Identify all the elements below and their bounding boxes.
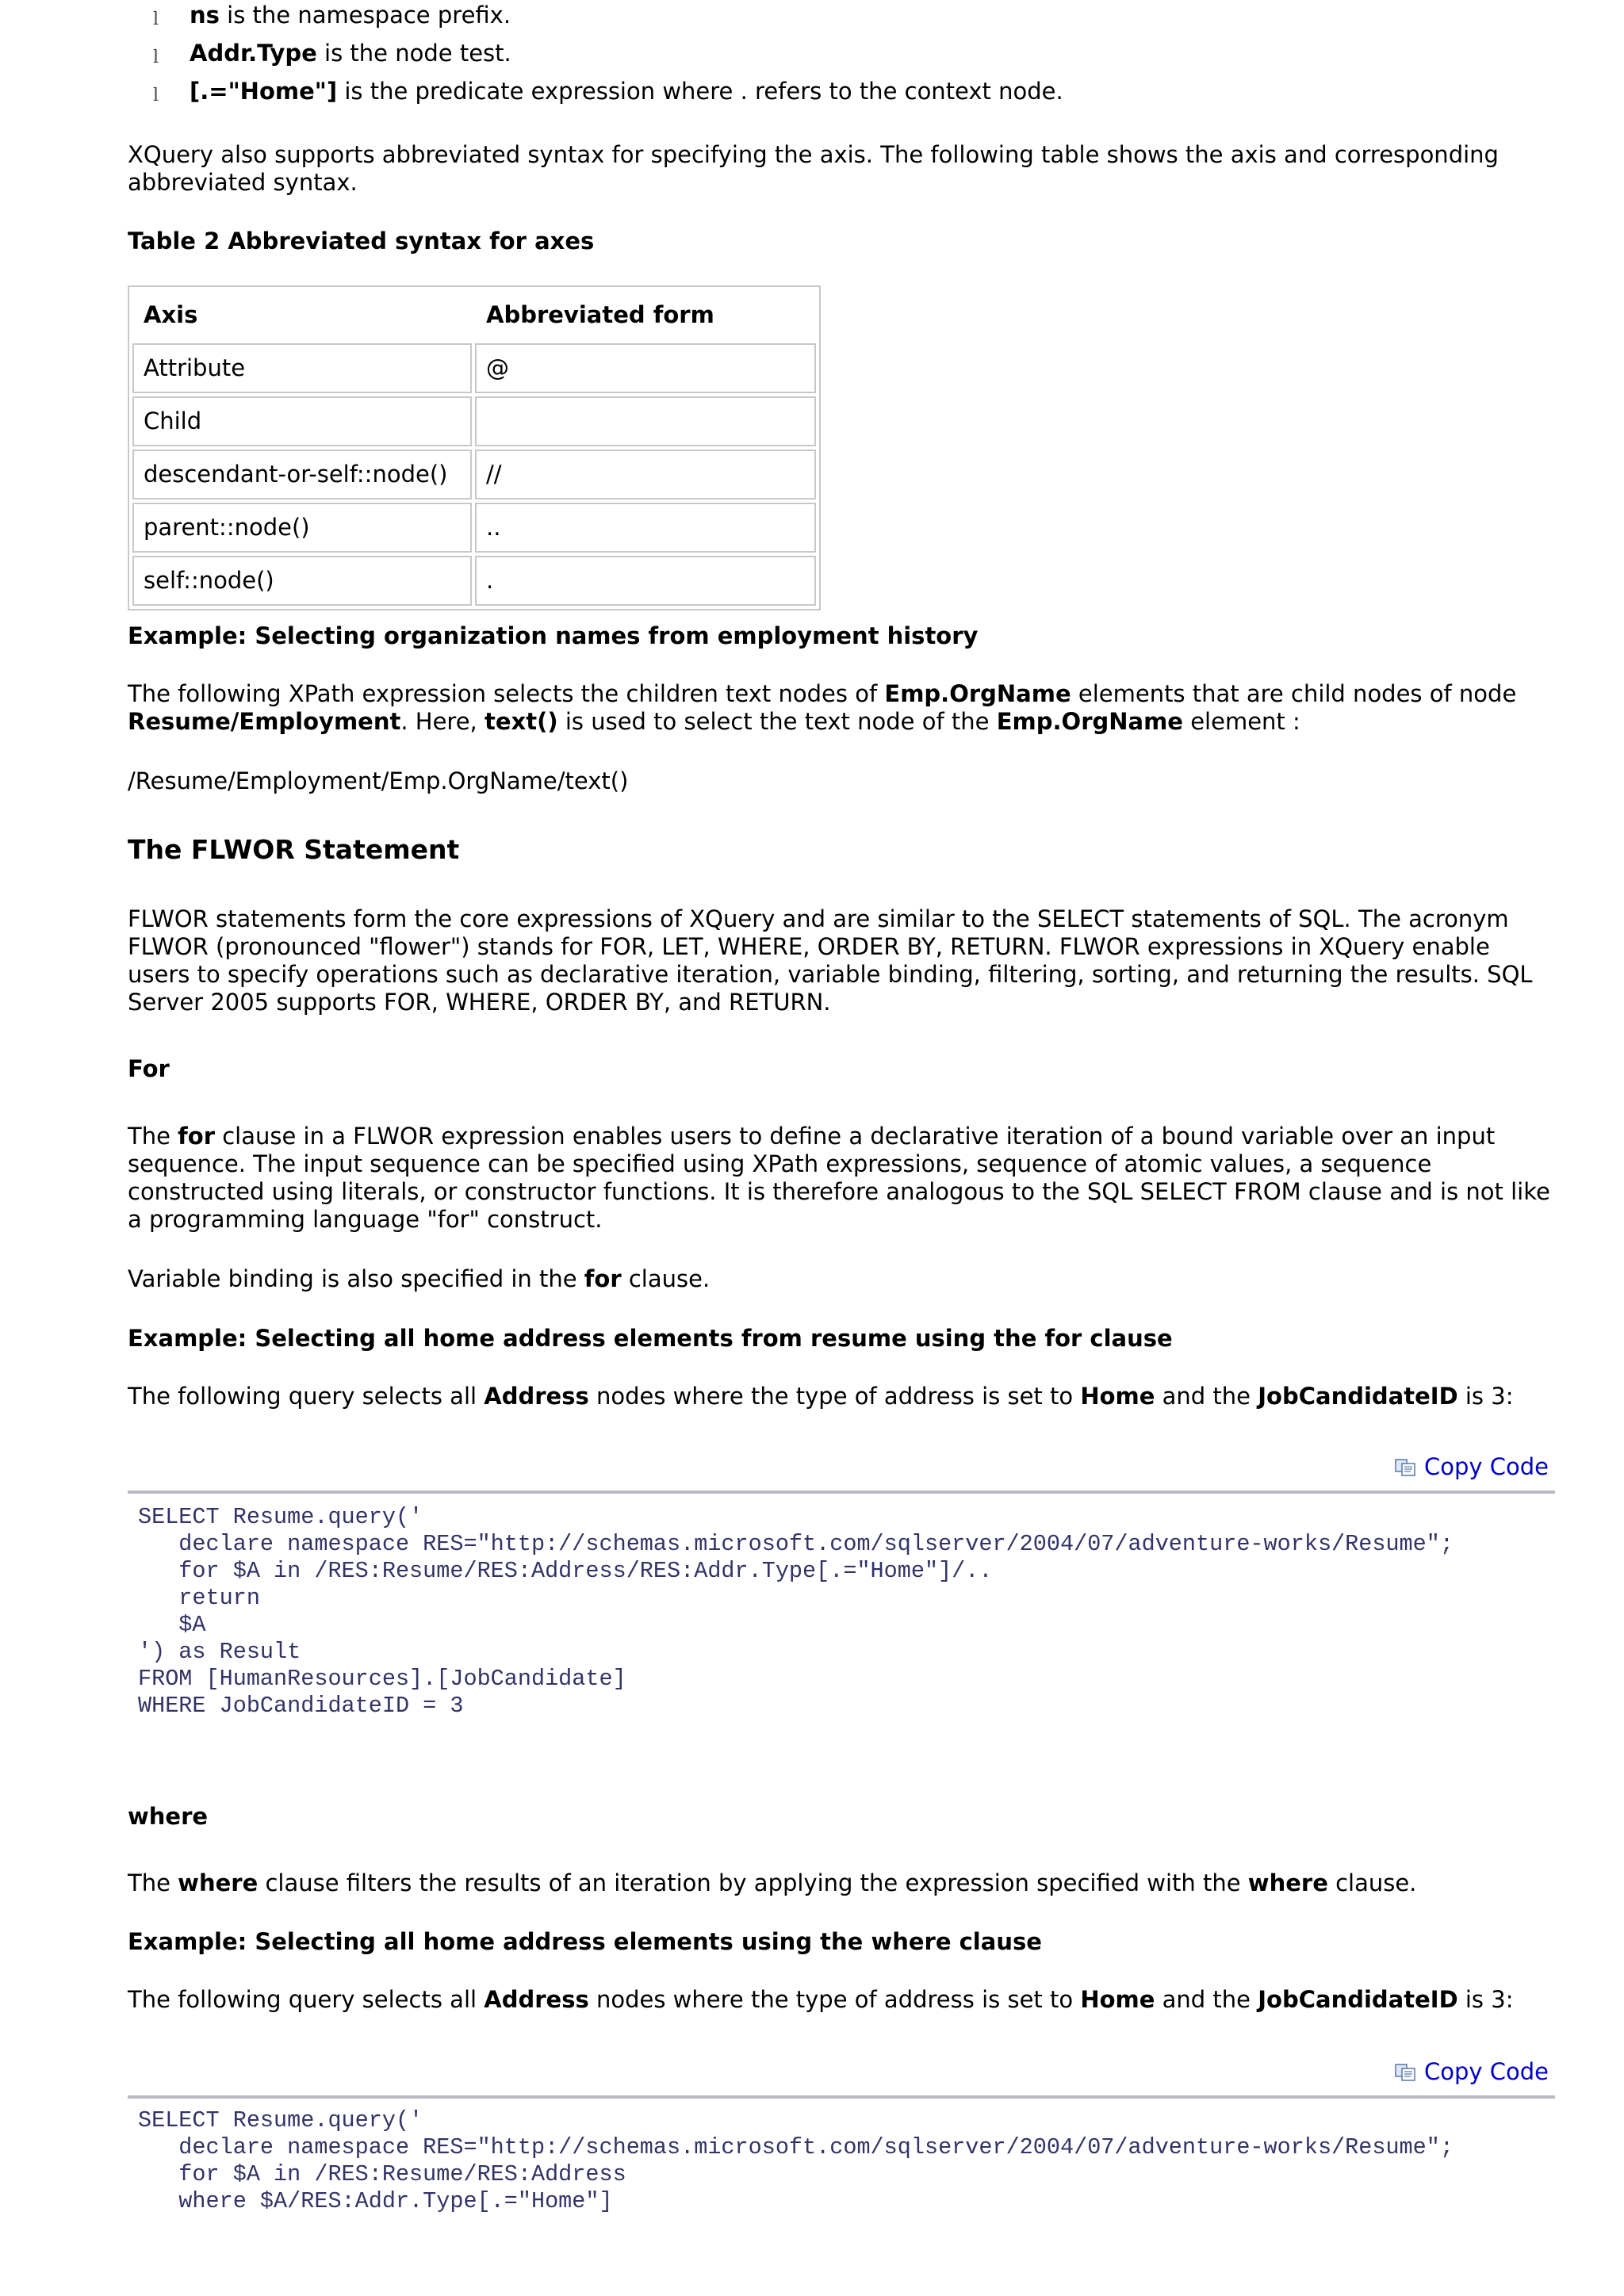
bullet-desc: is the predicate expression where . refers to the context node. xyxy=(337,78,1063,105)
code-block: SELECT Resume.query(' declare namespace RES="http://schemas.microsoft.com/sqlserver/2004/07/adventure-works/Resume"; for $A in /RES:Resume/RES:Address where $A/RES:Addr.Type[.="Home"] xyxy=(138,2107,1454,2214)
text-run: and the xyxy=(1155,1986,1258,2013)
table-cell: . xyxy=(475,556,816,606)
section-title-flwor: The FLWOR Statement xyxy=(128,834,460,865)
text-run: clause. xyxy=(1327,1869,1417,1896)
table-cell: // xyxy=(475,450,816,499)
text-run-bold: JobCandidateID xyxy=(1258,1986,1458,2013)
code-divider xyxy=(128,1490,1555,1494)
text-run-bold: text() xyxy=(485,708,558,735)
example-heading: Example: Selecting organization names from employment history xyxy=(128,622,979,649)
bullet-term: ns xyxy=(190,2,220,29)
xpath-expression: /Resume/Employment/Emp.OrgName/text() xyxy=(128,767,629,794)
text-run-bold: where xyxy=(178,1869,259,1896)
text-run: The xyxy=(128,1123,178,1150)
text-run: is 3: xyxy=(1457,1986,1514,2013)
table-row xyxy=(132,503,816,553)
text-run-bold: for xyxy=(584,1265,622,1292)
text-run: clause. xyxy=(621,1265,710,1292)
table-cell: descendant-or-self::node() xyxy=(132,450,472,499)
table-cell: .. xyxy=(475,503,816,553)
text-run: nodes where the type of address is set to xyxy=(588,1986,1081,2013)
example-paragraph xyxy=(128,680,1555,736)
bullet-term: Addr.Type xyxy=(190,40,317,67)
bullet-term: [.="Home"] xyxy=(190,78,338,105)
text-run: nodes where the type of address is set to xyxy=(588,1383,1081,1410)
section-title-where: where xyxy=(128,1803,209,1830)
text-run-bold: Address xyxy=(484,1986,589,2013)
table-caption: Table 2 Abbreviated syntax for axes xyxy=(128,228,595,254)
table-row xyxy=(132,556,816,606)
table-cell: Attribute xyxy=(132,343,472,393)
copy-icon xyxy=(1394,2062,1418,2083)
flwor-paragraph: FLWOR statements form the core expressions of XQuery and are similar to the SELECT statements of SQL. The acronym FLWOR (pronounced "flower") stands for FOR, LET, WHERE, ORDER BY, RETURN. FLWOR expressions in XQuery enable users to specify operations such as declarative iteration, variable binding, filtering, sorting, and returning the results. SQL Server 2005 supports FOR, WHERE, ORDER BY, and RETURN. xyxy=(128,905,1533,1016)
text-run: element : xyxy=(1182,708,1300,735)
example-heading: Example: Selecting all home address elements from resume using the for clause xyxy=(128,1325,1173,1352)
code-toolbar xyxy=(128,2058,1555,2090)
text-run: The following XPath expression selects the children text nodes of xyxy=(128,680,885,707)
text-run-bold: Resume/Employment xyxy=(128,708,401,735)
query-description xyxy=(128,1986,1555,2014)
table-row xyxy=(132,343,816,393)
column-header: Axis xyxy=(132,290,472,340)
text-run: clause filters the results of an iteration by applying the expression specified with the xyxy=(258,1869,1248,1896)
table-cell: Child xyxy=(132,396,472,446)
table-cell: @ xyxy=(475,343,816,393)
query-description xyxy=(128,1383,1555,1410)
code-divider xyxy=(128,2095,1555,2099)
table-header-row xyxy=(132,290,816,340)
table-cell xyxy=(475,396,816,446)
text-run: elements that are child nodes of node xyxy=(1071,680,1517,707)
copy-code-button[interactable] xyxy=(1394,2058,1549,2086)
text-run-bold: for xyxy=(178,1123,215,1150)
text-run: and the xyxy=(1155,1383,1258,1410)
axes-table xyxy=(128,285,821,610)
text-run: is used to select the text node of the xyxy=(557,708,997,735)
text-run-bold: where xyxy=(1247,1869,1328,1896)
variable-binding-paragraph xyxy=(128,1265,1555,1293)
table-row xyxy=(132,396,816,446)
code-toolbar xyxy=(128,1453,1555,1485)
table-row xyxy=(132,450,816,499)
text-run-bold: Home xyxy=(1080,1383,1155,1410)
text-run: clause in a FLWOR expression enables users to define a declarative iteration of a bound variable over an input sequence. The input sequence can be specified using XPath expressions, sequence of atomic values, a sequence constructed using literals, or constructor functions. It is therefore analogous to the SQL SELECT FROM clause and is not like a programming language "for" construct. xyxy=(128,1123,1550,1233)
bullet-marker: l xyxy=(153,48,159,67)
section-title-for: For xyxy=(128,1055,170,1082)
copy-code-button[interactable] xyxy=(1394,1453,1549,1481)
example-heading: Example: Selecting all home address elements using the where clause xyxy=(128,1928,1042,1955)
copy-code-label: Copy Code xyxy=(1423,1453,1549,1480)
bullet-desc: is the namespace prefix. xyxy=(219,2,511,29)
text-run: The following query selects all xyxy=(128,1986,485,2013)
code-block: SELECT Resume.query(' declare namespace RES="http://schemas.microsoft.com/sqlserver/2004/07/adventure-works/Resume"; for $A in /RES:Resume/RES:Address/RES:Addr.Type[.="Home"]/.. return $A ') as Result FROM [HumanResources].[JobCandidate] WHERE JobCandidateID = 3 xyxy=(138,1504,1454,1719)
bullet-marker: l xyxy=(153,10,159,29)
text-run-bold: Home xyxy=(1080,1986,1155,2013)
text-run: The following query selects all xyxy=(128,1383,485,1410)
copy-icon xyxy=(1394,1457,1418,1478)
text-run: Variable binding is also specified in the xyxy=(128,1265,584,1292)
intro-paragraph: XQuery also supports abbreviated syntax for specifying the axis. The following table shows the axis and corresponding abbreviated syntax. xyxy=(128,141,1499,196)
where-paragraph xyxy=(128,1869,1555,1897)
bullet-marker: l xyxy=(153,86,159,105)
text-run-bold: Address xyxy=(484,1383,589,1410)
column-header: Abbreviated form xyxy=(475,290,816,340)
bullet-desc: is the node test. xyxy=(316,40,511,67)
table-cell: parent::node() xyxy=(132,503,472,553)
text-run: is 3: xyxy=(1457,1383,1514,1410)
text-run: The xyxy=(128,1869,178,1896)
copy-code-label: Copy Code xyxy=(1423,2058,1549,2085)
text-run-bold: JobCandidateID xyxy=(1258,1383,1458,1410)
for-paragraph xyxy=(128,1123,1555,1234)
text-run-bold: Emp.OrgName xyxy=(884,680,1071,707)
text-run: . Here, xyxy=(400,708,485,735)
text-run-bold: Emp.OrgName xyxy=(996,708,1183,735)
table-cell: self::node() xyxy=(132,556,472,606)
